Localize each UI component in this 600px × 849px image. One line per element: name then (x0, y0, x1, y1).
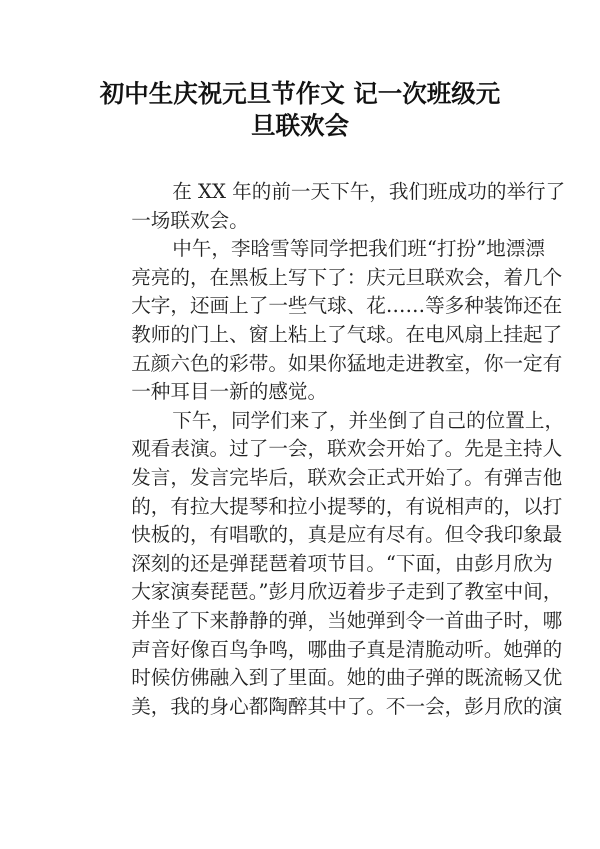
text-line: 快板的，有唱歌的，真是应有尽有。但令我印象最 (131, 523, 563, 547)
text-line: 的，有拉大提琴和拉小提琴的，有说相声的，以打 (131, 494, 563, 518)
text-line: 下午，同学们来了，并坐倒了自己的位置上， (172, 408, 565, 432)
text-line: 时候仿佛融入到了里面。她的曲子弹的既流畅又优 (131, 666, 563, 690)
text-line: 五颜六色的彩带。如果你猛地走进教室，你一定有 (131, 351, 563, 375)
text-line: 教师的门上、窗上粘上了气球。在电风扇上挂起了 (131, 322, 563, 346)
text-line: 在 XX 年的前一天下午，我们班成功的举行了 (172, 180, 566, 203)
text-line: 一场联欢会。 (131, 208, 249, 232)
title-line: 旦联欢会 (251, 111, 349, 140)
text-line: 观看表演。过了一会，联欢会开始了。先是主持人 (131, 437, 563, 461)
title-line: 初中生庆祝元旦节作文 记一次班级元 (99, 79, 501, 108)
text-line: 中午，李晗雪等同学把我们班“打扮”地漂漂 (172, 237, 545, 261)
text-line: 大字，还画上了一些气球、花……等多种装饰还在 (131, 294, 563, 318)
text-line: 声音好像百鸟争鸣，哪曲子真是清脆动听。她弹的 (131, 637, 563, 661)
text-line: 美，我的身心都陶醉其中了。不一会，彭月欣的演 (131, 694, 563, 718)
paragraph (92, 407, 565, 722)
document-title (60, 78, 540, 142)
text-line: 发言，发言完毕后，联欢会正式开始了。有弹吉他 (131, 465, 563, 489)
text-line: 深刻的还是弹琵琶着项节目。“下面，由彭月欣为 (131, 551, 553, 575)
document-body (92, 178, 566, 721)
text-line: 大家演奏琵琶。”彭月欣迈着步子走到了教室中间， (131, 580, 563, 604)
text-line: 亮亮的，在黑板上写下了：庆元旦联欢会，着几个 (131, 265, 563, 289)
text-line: 一种耳目一新的感觉。 (131, 380, 328, 404)
paragraph (92, 235, 563, 407)
text-line: 并坐了下来静静的弹，当她弹到令一首曲子时，哪 (131, 608, 563, 632)
paragraph (92, 178, 566, 235)
